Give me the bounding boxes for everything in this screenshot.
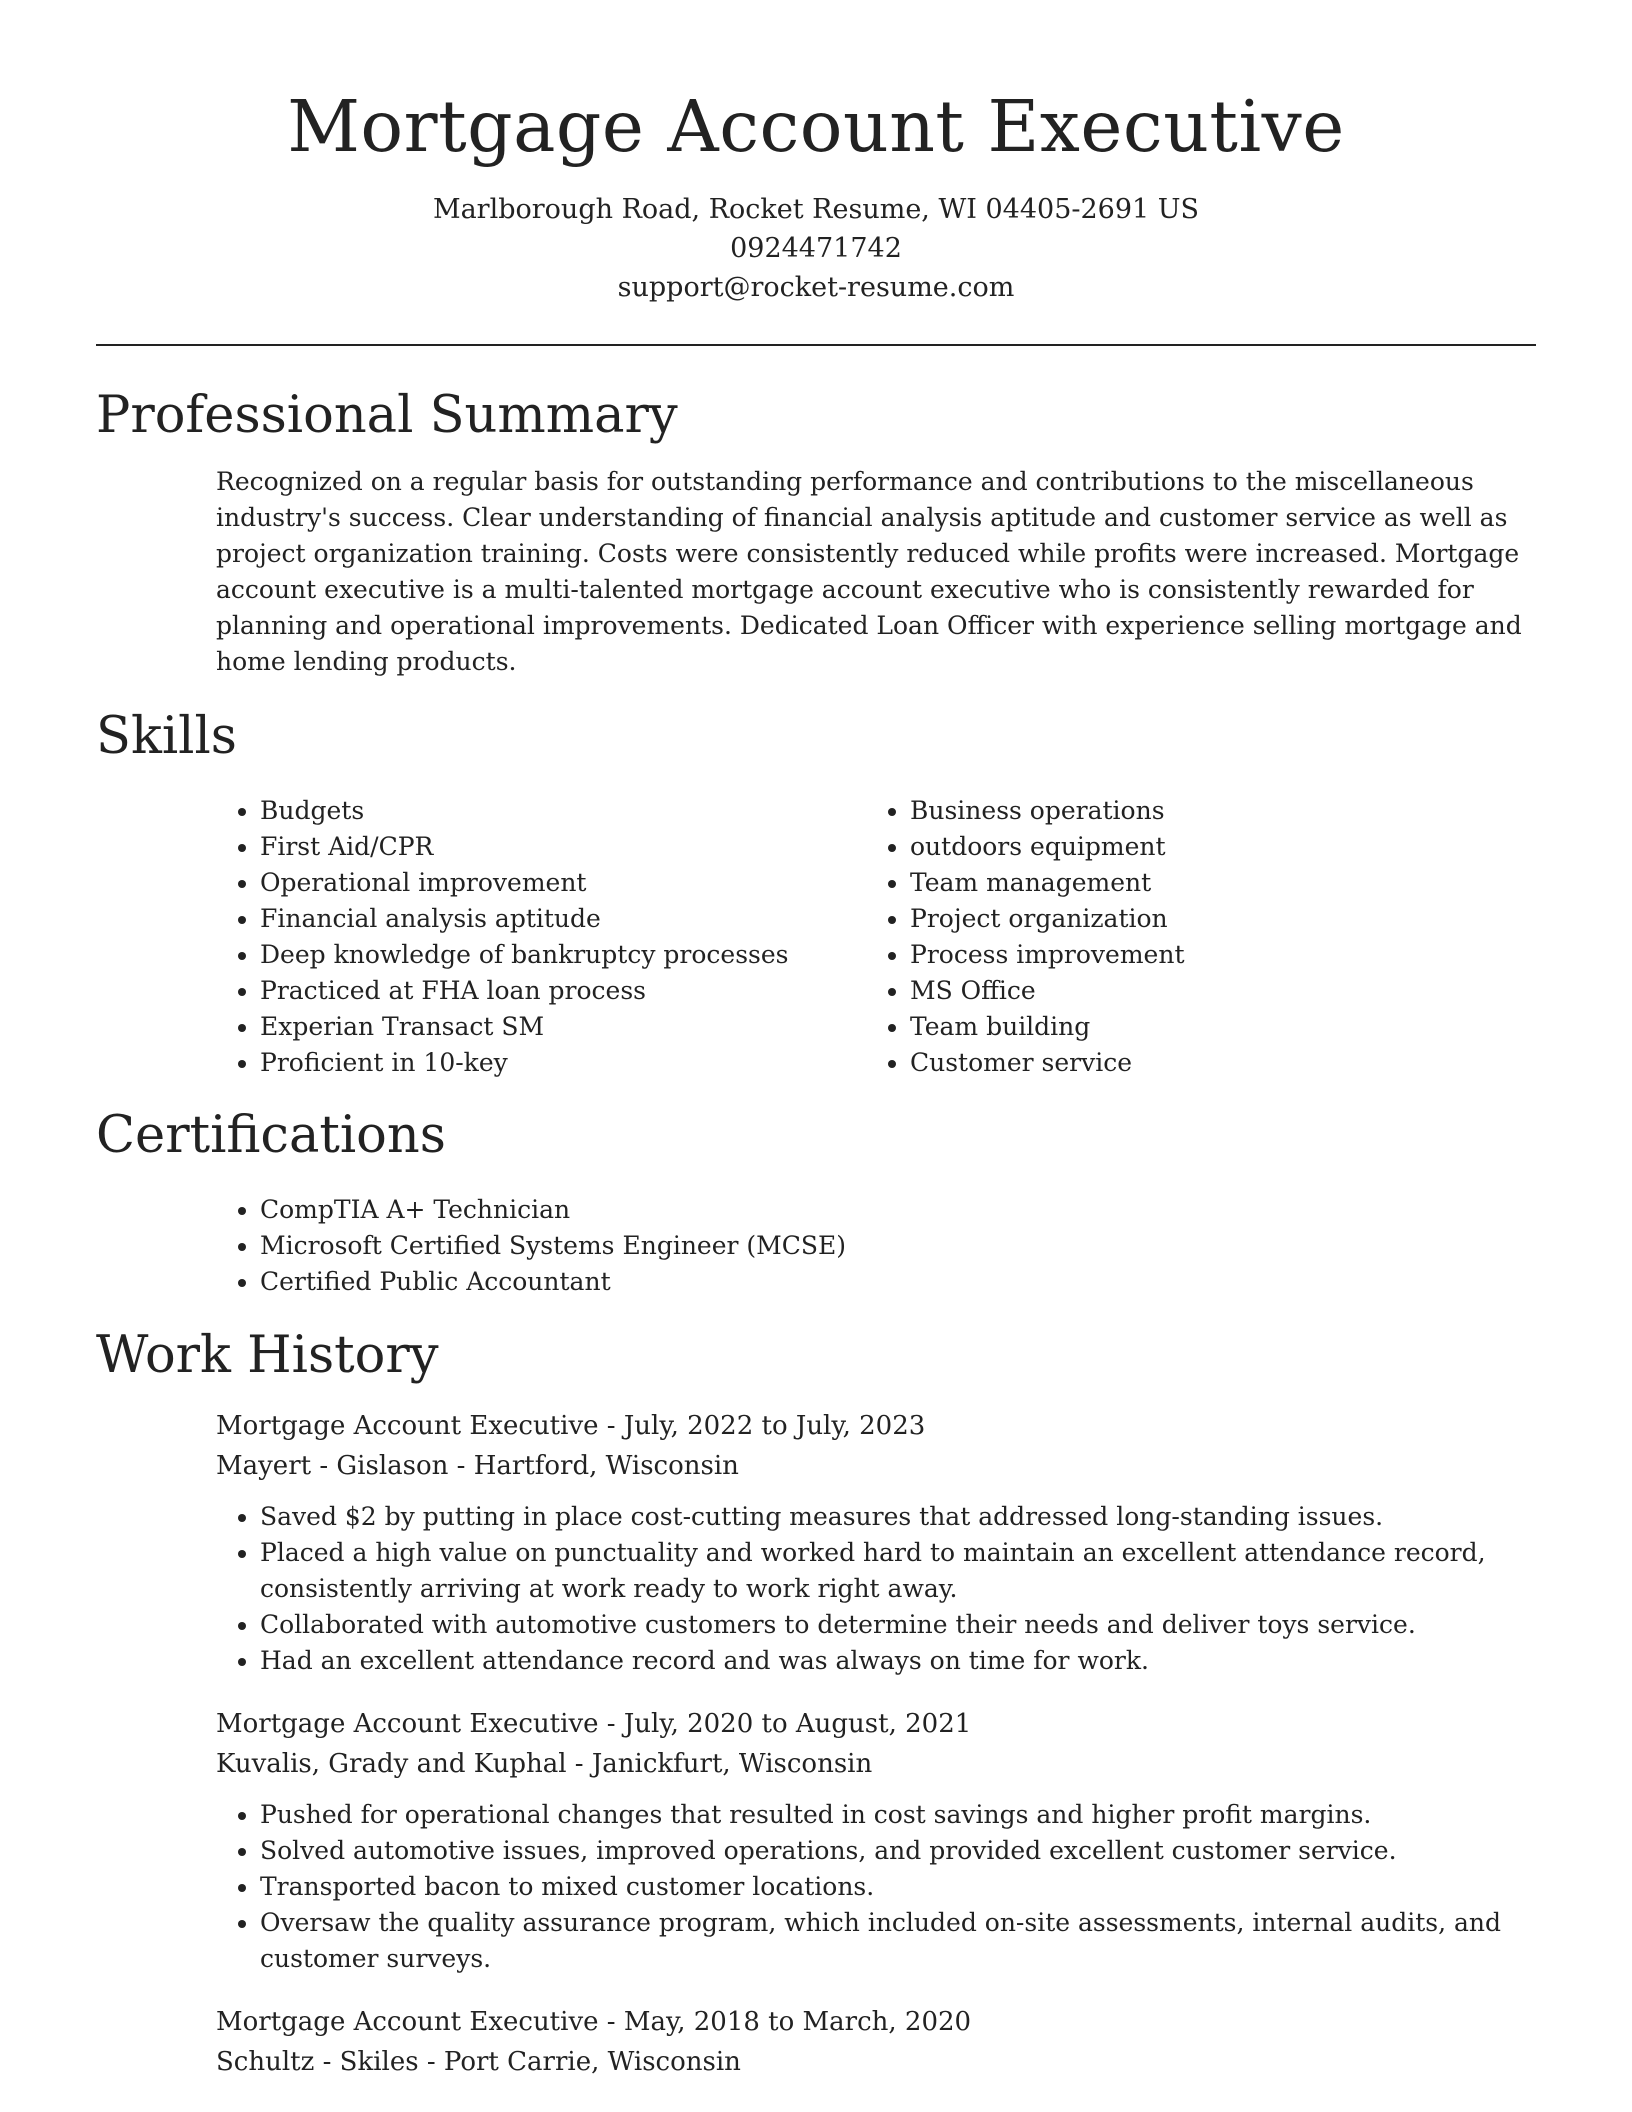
- skill-item: • MS Office: [910, 973, 1185, 1009]
- skill-item: • First Aid/CPR: [260, 829, 866, 865]
- contact-phone: 0924471742: [730, 233, 902, 264]
- resume-header: [96, 0, 1536, 307]
- skill-item: • Team management: [910, 865, 1185, 901]
- skill-item: • outdoors equipment: [910, 829, 1185, 865]
- job-company-line: [216, 1744, 1536, 1784]
- certification-item: • Certified Public Accountant: [260, 1264, 1536, 1300]
- skill-item: • Project organization: [910, 901, 1185, 937]
- job-bullets: [216, 1797, 1536, 1977]
- job-bullet: • Pushed for operational changes that resulted in cost savings and higher profit margins.: [260, 1797, 1536, 1833]
- certification-item: • Microsoft Certified Systems Engineer (MCSE): [260, 1228, 1536, 1264]
- job-bullet: • Oversaw the quality assurance program, which included on-site assessments, internal audits, and customer surveys.: [260, 1905, 1536, 1977]
- skills-column-right: [866, 793, 1185, 1081]
- section-title-summary: Professional Summary: [96, 386, 678, 445]
- skill-item: • Process improvement: [910, 937, 1185, 973]
- job-entry: [216, 1406, 1536, 1679]
- certifications-list: [216, 1192, 1536, 1300]
- summary-text: Recognized on a regular basis for outstanding performance and contributions to the miscellaneous industry's success. Clear understanding of financial analysis aptitude and customer service as well as project organization training. Costs were consistently reduced while profits were increased. Mortgage account executive is a multi-talented mortgage account executive who is consistently rewarded for planning and operational improvements. Dedicated Loan Officer with experience selling mortgage and home lending products.: [216, 467, 1522, 676]
- job-bullet: • Placed a high value on punctuality and worked hard to maintain an excellent attendance record, consistently arriving at work ready to work right away.: [260, 1535, 1536, 1607]
- job-location: - Hartford, Wisconsin: [448, 1451, 739, 1481]
- section-title-work-history: Work History: [96, 1326, 439, 1385]
- certification-item: • CompTIA A+ Technician: [260, 1192, 1536, 1228]
- contact-info: [96, 190, 1536, 307]
- skill-item: • Financial analysis aptitude: [260, 901, 866, 937]
- job-company: Mayert - Gislason: [216, 1451, 449, 1481]
- job-bullets: [216, 1499, 1536, 1679]
- job-bullet: • Had an excellent attendance record and was always on time for work.: [260, 1643, 1536, 1679]
- skills-column-left: [216, 793, 866, 1081]
- job-dates: - July, 2020 to August, 2021: [598, 1709, 972, 1739]
- job-company: Schultz - Skiles: [216, 2047, 419, 2077]
- contact-address: Marlborough Road, Rocket Resume, WI 04405-2691 US: [432, 194, 1200, 225]
- skill-item: • Deep knowledge of bankruptcy processes: [260, 937, 866, 973]
- skill-item: • Business operations: [910, 793, 1185, 829]
- job-company-line: [216, 2042, 1536, 2082]
- job-bullet: • Collaborated with automotive customers to determine their needs and deliver toys service.: [260, 1607, 1536, 1643]
- skill-item: • Budgets: [260, 793, 866, 829]
- job-bullet: • Transported bacon to mixed customer locations.: [260, 1869, 1536, 1905]
- job-role: Mortgage Account Executive: [216, 2007, 599, 2037]
- job-role: Mortgage Account Executive: [216, 1709, 599, 1739]
- job-company-line: [216, 1446, 1536, 1486]
- job-role: Mortgage Account Executive: [216, 1411, 599, 1441]
- job-title-line: [216, 2002, 1536, 2042]
- job-bullet: • Saved $2 by putting in place cost-cutting measures that addressed long-standing issues.: [260, 1499, 1536, 1535]
- job-title-line: [216, 1406, 1536, 1446]
- skill-item: • Customer service: [910, 1045, 1185, 1081]
- job-location: - Janickfurt, Wisconsin: [566, 1749, 873, 1779]
- skill-item: • Team building: [910, 1009, 1185, 1045]
- skill-item: • Experian Transact SM: [260, 1009, 866, 1045]
- job-entry: [216, 2002, 1536, 2082]
- job-location: - Port Carrie, Wisconsin: [418, 2047, 741, 2077]
- job-dates: - July, 2022 to July, 2023: [598, 1411, 926, 1441]
- skill-item: • Operational improvement: [260, 865, 866, 901]
- skills-list: [216, 793, 1536, 1081]
- job-company: Kuvalis, Grady and Kuphal: [216, 1749, 567, 1779]
- job-entry: [216, 1704, 1536, 1977]
- resume-page: [96, 0, 1536, 2082]
- contact-email: support@rocket-resume.com: [617, 272, 1015, 303]
- skill-item: • Practiced at FHA loan process: [260, 973, 866, 1009]
- section-title-skills: Skills: [96, 707, 237, 766]
- header-divider: [96, 344, 1536, 346]
- skill-item: • Proficient in 10-key: [260, 1045, 866, 1081]
- job-bullet: • Solved automotive issues, improved operations, and provided excellent customer service.: [260, 1833, 1536, 1869]
- job-title-line: [216, 1704, 1536, 1744]
- job-dates: - May, 2018 to March, 2020: [598, 2007, 972, 2037]
- candidate-name: Mortgage Account Executive: [287, 85, 1345, 168]
- section-title-certifications: Certifications: [96, 1106, 446, 1165]
